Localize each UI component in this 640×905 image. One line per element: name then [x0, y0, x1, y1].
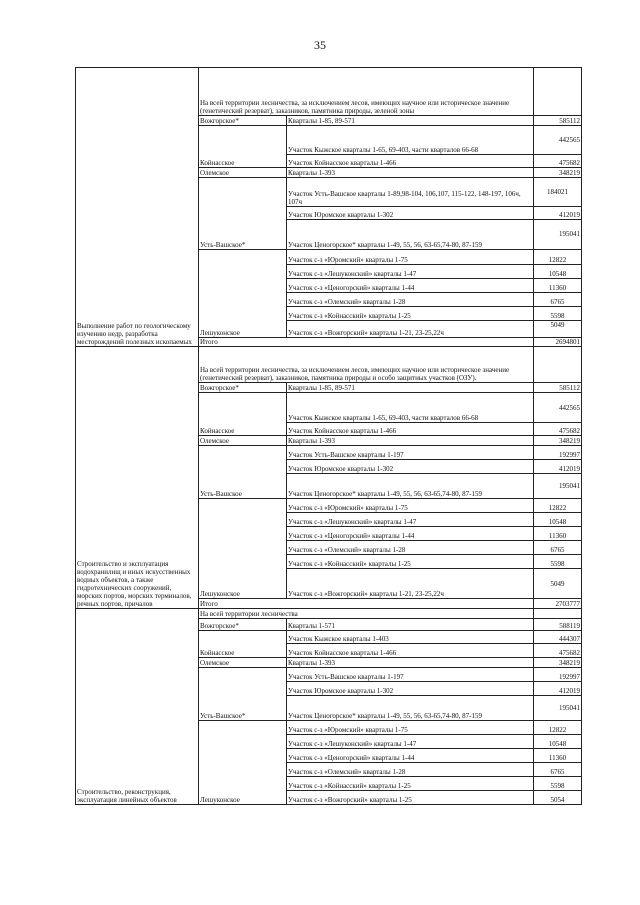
- value-cell: 10548: [534, 265, 582, 279]
- area-cell: Участок с-з «Койнасский» кварталы 1-25: [287, 777, 534, 791]
- scope-cell: На всей территории лесничества, за исключением лесов, имеющих научное или историческое значение (генетический резерват), заказников, памятника природы, зеленой зоны: [199, 68, 534, 116]
- value-cell: 348219: [534, 658, 582, 668]
- value-cell: 195041: [534, 220, 582, 250]
- area-cell: Участок с-з «Вожгорский» кварталы 1-25: [287, 791, 534, 805]
- area-cell: Участок с-з «Лешуконский» кварталы 1-47: [287, 265, 534, 279]
- area-cell: Участок Кыжское кварталы 1-403: [287, 631, 534, 644]
- area-cell: Участок с-з «Койнасский» кварталы 1-25: [287, 307, 534, 321]
- value-cell: 348219: [534, 168, 582, 178]
- district-cell: Койнасское: [199, 126, 287, 168]
- area-cell: Кварталы 1-571: [287, 619, 534, 631]
- value-cell: 195041: [534, 696, 582, 721]
- scope-cell: На всей территории лесничества: [199, 609, 534, 619]
- value-cell: 6765: [534, 293, 582, 307]
- total-label: Итого: [199, 599, 534, 609]
- value-cell: 5049: [534, 569, 582, 599]
- total-value: 2703777: [534, 599, 582, 609]
- value-cell: 5598: [534, 555, 582, 569]
- area-cell: Участок Кыжское кварталы 1-65, 69-403, части кварталов 66-68: [287, 126, 534, 155]
- value-cell: 475682: [534, 155, 582, 168]
- district-cell: Усть-Вашское*: [199, 178, 287, 250]
- table-row: [76, 68, 582, 116]
- district-cell: Лешуконское: [199, 499, 287, 599]
- area-cell: Участок Ценогорское* кварталы 1-49, 55, 56, 63-65,74-80, 87-159: [287, 696, 534, 721]
- area-cell: Участок с-з «Койнасский» кварталы 1-25: [287, 555, 534, 569]
- area-cell: Участок Усть-Вашское кварталы 1-197: [287, 446, 534, 460]
- district-cell: Олемское: [199, 168, 287, 178]
- value-cell: 6765: [534, 541, 582, 555]
- value-cell: 412019: [534, 460, 582, 474]
- area-cell: Участок с-з «Юромский» кварталы 1-75: [287, 499, 534, 513]
- area-cell: Участок с-з «Юромский» кварталы 1-75: [287, 250, 534, 265]
- district-cell: Усть-Вашское: [199, 446, 287, 499]
- value-cell: 6765: [534, 763, 582, 777]
- district-cell: Вожгорское*: [199, 116, 287, 126]
- area-cell: Участок Койнасское кварталы 1-466: [287, 155, 534, 168]
- scope-cell: На всей территории лесничества, за исключением лесов, имеющих научное или историческое значение (генетический резерват), заказников, памятника природы и особо защитных участков (ОЗУ).: [199, 347, 534, 383]
- area-cell: Участок Ценогорское* кварталы 1-49, 55, 56, 63-65,74-80, 87-159: [287, 220, 534, 250]
- district-cell: Олемское: [199, 436, 287, 446]
- value-cell: 10548: [534, 513, 582, 527]
- district-cell: Койнасское: [199, 393, 287, 436]
- value-cell: 11360: [534, 749, 582, 763]
- value-cell: 412019: [534, 207, 582, 220]
- district-cell: Вожгорское*: [199, 383, 287, 393]
- district-cell: Лешуконское: [199, 721, 287, 805]
- value-cell: 192997: [534, 668, 582, 682]
- area-cell: Участок Ценогорское* кварталы 1-49, 55, 56, 63-65,74-80, 87-159: [287, 474, 534, 499]
- value-cell: 12822: [534, 499, 582, 513]
- area-cell: Участок Юромское кварталы 1-302: [287, 682, 534, 696]
- area-cell: Участок Юромское кварталы 1-302: [287, 207, 534, 220]
- activity-cell: Выполнение работ по геологическому изучению недр, разработка месторождений полезных ископаемых: [76, 68, 199, 347]
- table-row: [76, 347, 582, 383]
- value-cell: 5598: [534, 777, 582, 791]
- area-cell: Участок с-з «Олемский» кварталы 1-28: [287, 763, 534, 777]
- value-cell: 412019: [534, 682, 582, 696]
- value-cell: 5598: [534, 307, 582, 321]
- district-cell: Вожгорское*: [199, 619, 287, 631]
- district-cell: Усть-Вашское*: [199, 668, 287, 721]
- value-cell: 10548: [534, 735, 582, 749]
- table-row: [76, 609, 582, 619]
- value-cell: 585112: [534, 116, 582, 126]
- area-cell: Участок с-з «Лешуконский» кварталы 1-47: [287, 735, 534, 749]
- area-cell: Участок Юромское кварталы 1-302: [287, 460, 534, 474]
- area-cell: Участок с-з «Олемский» кварталы 1-28: [287, 541, 534, 555]
- value-cell: 12822: [534, 250, 582, 265]
- total-value: 2694801: [534, 338, 582, 347]
- value-cell: 585112: [534, 383, 582, 393]
- activity-cell: Строительство, реконструкция, эксплуатация линейных объектов: [76, 609, 199, 805]
- district-cell: Лешуконское: [199, 250, 287, 338]
- page-number: 35: [314, 38, 326, 52]
- area-cell: Участок с-з «Ценогорский» кварталы 1-44: [287, 749, 534, 763]
- area-cell: Кварталы 1-393: [287, 168, 534, 178]
- activity-cell: Строительство и эксплуатация водохранилищ и иных искусственных водных объектов, а также гидротехнических сооружений, морских портов, морских терминалов, речных портов, причалов: [76, 347, 199, 609]
- area-cell: Участок Койнасское кварталы 1-466: [287, 423, 534, 436]
- district-cell: Олемское: [199, 658, 287, 668]
- value-cell: 348219: [534, 436, 582, 446]
- value-cell: 475682: [534, 644, 582, 658]
- forest-use-table: [75, 67, 582, 805]
- area-cell: Участок Койнасское кварталы 1-466: [287, 644, 534, 658]
- area-cell: Кварталы 1-85, 89-571: [287, 116, 534, 126]
- area-cell: Участок с-з «Лешуконский» кварталы 1-47: [287, 513, 534, 527]
- area-cell: Участок Усть-Вашское кварталы 1-89,98-104, 106,107, 115-122, 148-197, 106ч, 107ч: [287, 178, 534, 207]
- value-cell: 444307: [534, 631, 582, 644]
- value-cell: 5049: [534, 321, 582, 338]
- district-cell: Койнасское: [199, 631, 287, 658]
- value-cell: 184021: [534, 178, 582, 207]
- total-label: Итого: [199, 338, 534, 347]
- area-cell: Участок Усть-Вашское кварталы 1-197: [287, 668, 534, 682]
- area-cell: Участок Кыжское кварталы 1-65, 69-403, части кварталов 66-68: [287, 393, 534, 423]
- value-cell: 11360: [534, 527, 582, 541]
- area-cell: Кварталы 1-393: [287, 658, 534, 668]
- area-cell: Участок с-з «Вожгорский» кварталы 1-21, 23-25,22ч: [287, 569, 534, 599]
- value-cell: 11360: [534, 279, 582, 293]
- value-cell: 195041: [534, 474, 582, 499]
- value-cell: 475682: [534, 423, 582, 436]
- value-cell: 12822: [534, 721, 582, 735]
- area-cell: Участок с-з «Ценогорский» кварталы 1-44: [287, 279, 534, 293]
- area-cell: Участок с-з «Олемский» кварталы 1-28: [287, 293, 534, 307]
- area-cell: Кварталы 1-85, 89-571: [287, 383, 534, 393]
- value-cell: 192997: [534, 446, 582, 460]
- value-cell: 5054: [534, 791, 582, 805]
- value-cell: 442565: [534, 393, 582, 423]
- value-cell: 442565: [534, 126, 582, 155]
- value-cell: 588119: [534, 619, 582, 631]
- area-cell: Кварталы 1-393: [287, 436, 534, 446]
- area-cell: Участок с-з «Вожгорский» кварталы 1-21, 23-25,22ч: [287, 321, 534, 338]
- area-cell: Участок с-з «Юромский» кварталы 1-75: [287, 721, 534, 735]
- area-cell: Участок с-з «Ценогорский» кварталы 1-44: [287, 527, 534, 541]
